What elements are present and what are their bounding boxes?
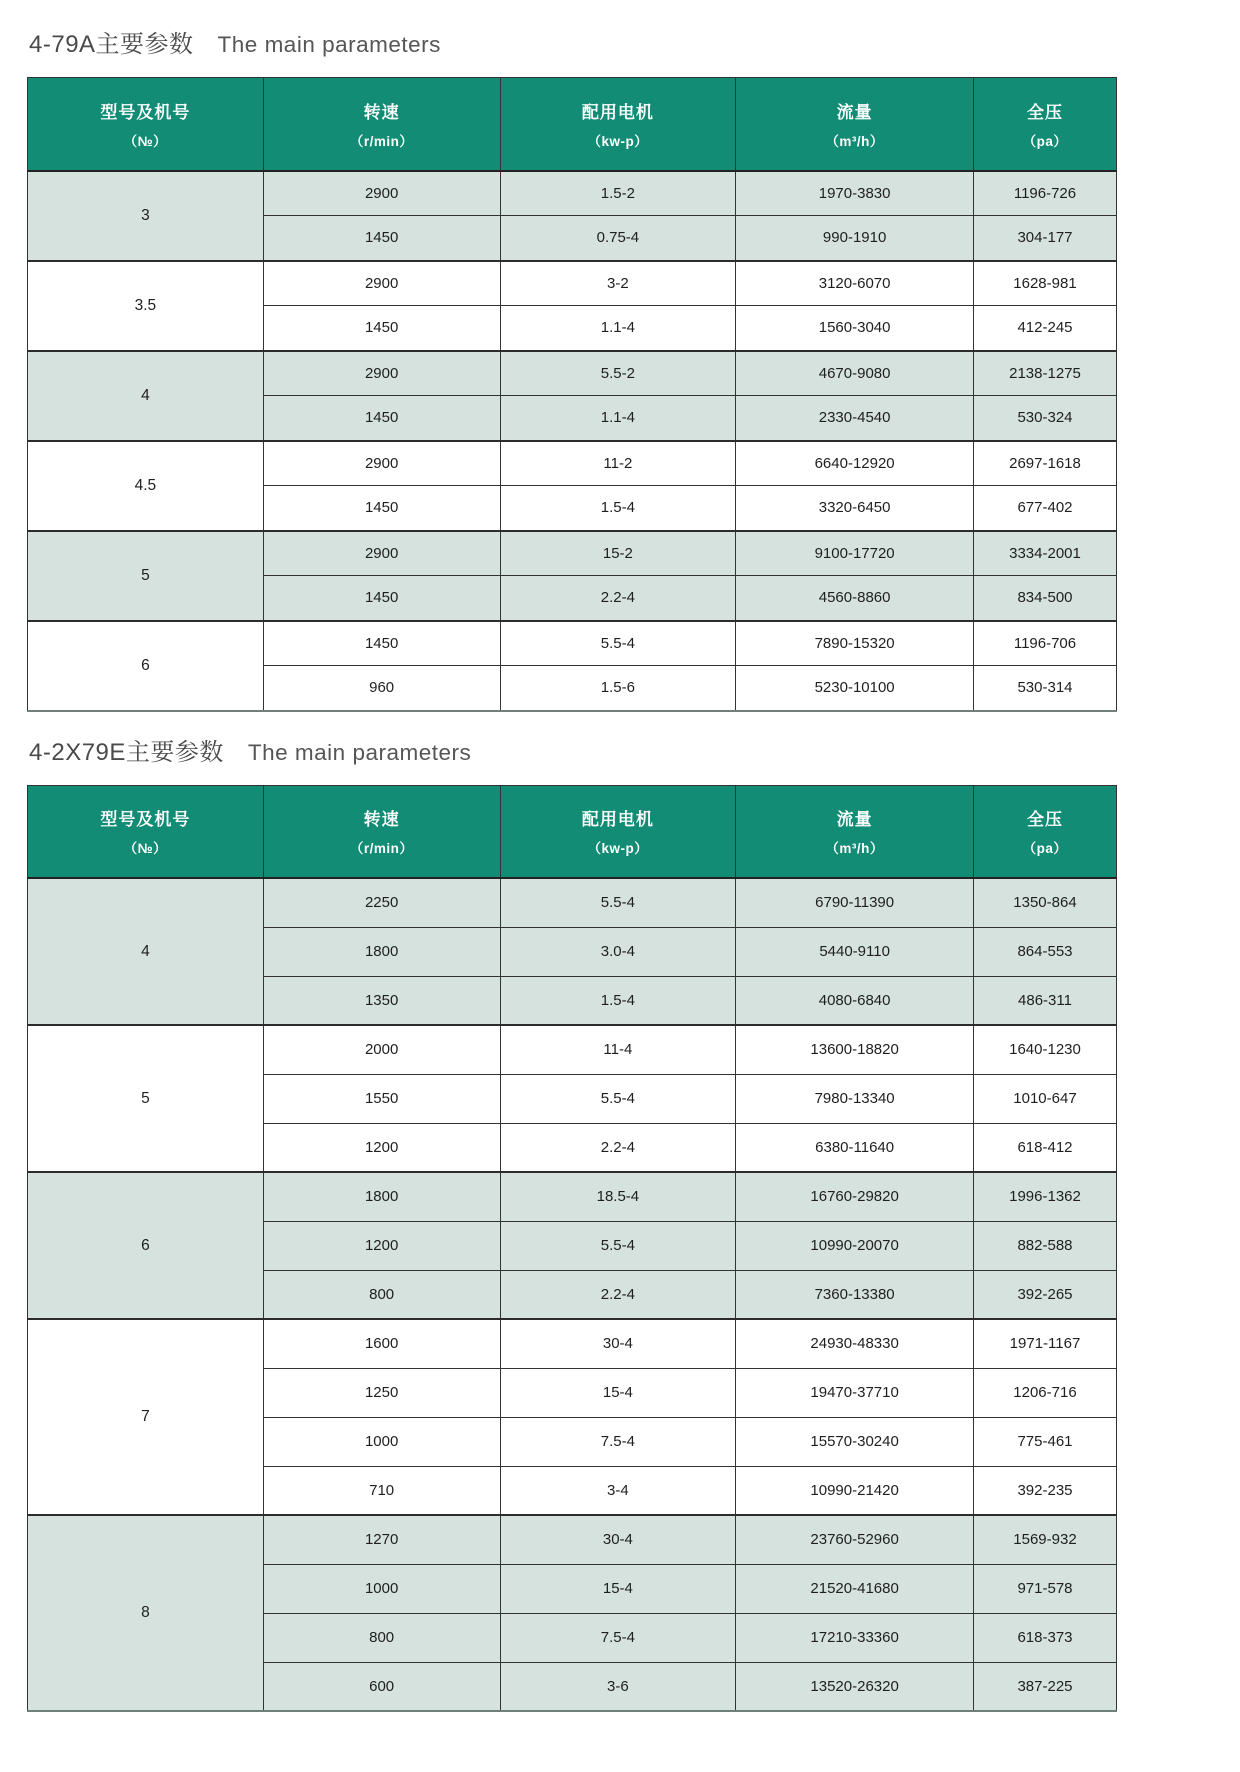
column-header-motor <box>500 785 736 878</box>
value-cell-pressure: 304-177 <box>973 216 1116 261</box>
column-header-label: 转速 <box>363 810 400 830</box>
column-header-unit: （m³/h） <box>825 133 884 149</box>
model-cell: 3.5 <box>28 261 264 351</box>
value-cell-pressure: 3334-2001 <box>973 531 1116 576</box>
column-header-flow <box>736 785 974 878</box>
section-4-79A <box>27 24 1240 712</box>
model-cell: 7 <box>28 1319 264 1515</box>
value-cell-flow: 6640-12920 <box>736 441 974 486</box>
value-cell-motor: 5.5-4 <box>500 878 736 927</box>
table-row <box>28 351 1117 396</box>
section-4-2X79E <box>27 732 1240 1713</box>
value-cell-pressure: 1196-726 <box>973 171 1116 216</box>
model-cell: 5 <box>28 531 264 621</box>
value-cell-pressure: 392-235 <box>973 1466 1116 1515</box>
model-cell: 6 <box>28 621 264 711</box>
value-cell-speed: 1250 <box>263 1368 500 1417</box>
value-cell-motor: 1.5-4 <box>500 486 736 531</box>
table-row <box>28 441 1117 486</box>
value-cell-pressure: 1010-647 <box>973 1074 1116 1123</box>
value-cell-flow: 21520-41680 <box>736 1564 974 1613</box>
model-cell: 8 <box>28 1515 264 1711</box>
column-header-label: 型号及机号 <box>100 102 191 122</box>
value-cell-flow: 3120-6070 <box>736 261 974 306</box>
value-cell-motor: 30-4 <box>500 1319 736 1368</box>
value-cell-flow: 17210-33360 <box>736 1613 974 1662</box>
value-cell-speed: 1450 <box>263 576 500 621</box>
value-cell-motor: 7.5-4 <box>500 1417 736 1466</box>
value-cell-speed: 1270 <box>263 1515 500 1564</box>
value-cell-speed: 2900 <box>263 171 500 216</box>
value-cell-speed: 800 <box>263 1270 500 1319</box>
column-header-label: 流量 <box>836 102 873 122</box>
value-cell-speed: 2900 <box>263 441 500 486</box>
value-cell-flow: 4560-8860 <box>736 576 974 621</box>
value-cell-flow: 1560-3040 <box>736 306 974 351</box>
value-cell-motor: 3-2 <box>500 261 736 306</box>
model-cell: 5 <box>28 1025 264 1172</box>
value-cell-motor: 15-2 <box>500 531 736 576</box>
column-header-motor <box>500 78 736 171</box>
value-cell-motor: 5.5-4 <box>500 1221 736 1270</box>
value-cell-pressure: 1971-1167 <box>973 1319 1116 1368</box>
column-header-unit: （pa） <box>1022 133 1068 149</box>
value-cell-motor: 5.5-4 <box>500 621 736 666</box>
value-cell-pressure: 392-265 <box>973 1270 1116 1319</box>
value-cell-motor: 5.5-2 <box>500 351 736 396</box>
value-cell-pressure: 1628-981 <box>973 261 1116 306</box>
table-row <box>28 171 1117 216</box>
value-cell-pressure: 2697-1618 <box>973 441 1116 486</box>
column-header-label: 型号及机号 <box>100 810 191 830</box>
value-cell-speed: 1000 <box>263 1564 500 1613</box>
value-cell-pressure: 618-412 <box>973 1123 1116 1172</box>
value-cell-motor: 1.1-4 <box>500 306 736 351</box>
column-header-unit: （pa） <box>1022 841 1068 857</box>
value-cell-speed: 1450 <box>263 306 500 351</box>
column-header-speed <box>263 78 500 171</box>
value-cell-speed: 1550 <box>263 1074 500 1123</box>
model-cell: 4.5 <box>28 441 264 531</box>
value-cell-speed: 1450 <box>263 216 500 261</box>
table-row <box>28 878 1117 927</box>
value-cell-pressure: 618-373 <box>973 1613 1116 1662</box>
value-cell-speed: 710 <box>263 1466 500 1515</box>
value-cell-flow: 24930-48330 <box>736 1319 974 1368</box>
value-cell-motor: 11-2 <box>500 441 736 486</box>
value-cell-flow: 4670-9080 <box>736 351 974 396</box>
value-cell-speed: 800 <box>263 1613 500 1662</box>
value-cell-flow: 15570-30240 <box>736 1417 974 1466</box>
value-cell-speed: 2900 <box>263 261 500 306</box>
value-cell-flow: 16760-29820 <box>736 1172 974 1221</box>
value-cell-flow: 1970-3830 <box>736 171 974 216</box>
value-cell-speed: 1600 <box>263 1319 500 1368</box>
column-header-label: 全压 <box>1026 102 1063 122</box>
value-cell-pressure: 1640-1230 <box>973 1025 1116 1074</box>
value-cell-flow: 3320-6450 <box>736 486 974 531</box>
value-cell-flow: 7890-15320 <box>736 621 974 666</box>
value-cell-pressure: 834-500 <box>973 576 1116 621</box>
column-header-label: 流量 <box>836 810 873 830</box>
table-row <box>28 1515 1117 1564</box>
section-title-en: The main parameters <box>247 739 472 765</box>
value-cell-motor: 1.5-6 <box>500 666 736 711</box>
value-cell-flow: 2330-4540 <box>736 396 974 441</box>
value-cell-pressure: 1196-706 <box>973 621 1116 666</box>
parameters-table-4-79A <box>27 77 1117 712</box>
value-cell-pressure: 864-553 <box>973 927 1116 976</box>
value-cell-pressure: 1569-932 <box>973 1515 1116 1564</box>
value-cell-pressure: 1350-864 <box>973 878 1116 927</box>
value-cell-pressure: 882-588 <box>973 1221 1116 1270</box>
parameters-table-4-2X79E <box>27 785 1117 1713</box>
value-cell-speed: 1200 <box>263 1221 500 1270</box>
value-cell-motor: 5.5-4 <box>500 1074 736 1123</box>
table-row <box>28 1319 1117 1368</box>
value-cell-pressure: 530-314 <box>973 666 1116 711</box>
value-cell-pressure: 387-225 <box>973 1662 1116 1711</box>
column-header-unit: （№） <box>123 133 168 149</box>
value-cell-pressure: 2138-1275 <box>973 351 1116 396</box>
value-cell-motor: 2.2-4 <box>500 1270 736 1319</box>
value-cell-flow: 13520-26320 <box>736 1662 974 1711</box>
value-cell-motor: 3.0-4 <box>500 927 736 976</box>
value-cell-flow: 990-1910 <box>736 216 974 261</box>
value-cell-motor: 7.5-4 <box>500 1613 736 1662</box>
value-cell-flow: 7980-13340 <box>736 1074 974 1123</box>
value-cell-pressure: 971-578 <box>973 1564 1116 1613</box>
value-cell-speed: 1800 <box>263 1172 500 1221</box>
table-row <box>28 621 1117 666</box>
value-cell-motor: 3-6 <box>500 1662 736 1711</box>
model-cell: 6 <box>28 1172 264 1319</box>
section-title-en: The main parameters <box>217 32 441 57</box>
column-header-label: 转速 <box>363 102 400 122</box>
section-title <box>29 732 1240 767</box>
value-cell-flow: 10990-20070 <box>736 1221 974 1270</box>
value-cell-flow: 4080-6840 <box>736 976 974 1025</box>
section-title <box>29 24 1240 59</box>
value-cell-flow: 9100-17720 <box>736 531 974 576</box>
value-cell-flow: 19470-37710 <box>736 1368 974 1417</box>
value-cell-flow: 5440-9110 <box>736 927 974 976</box>
column-header-flow <box>736 78 974 171</box>
section-title-zh: 4-79A主要参数 <box>29 31 194 58</box>
value-cell-motor: 11-4 <box>500 1025 736 1074</box>
value-cell-pressure: 486-311 <box>973 976 1116 1025</box>
value-cell-pressure: 530-324 <box>973 396 1116 441</box>
value-cell-flow: 23760-52960 <box>736 1515 974 1564</box>
table-row <box>28 1025 1117 1074</box>
value-cell-flow: 5230-10100 <box>736 666 974 711</box>
value-cell-speed: 1000 <box>263 1417 500 1466</box>
column-header-label: 配用电机 <box>581 102 654 122</box>
value-cell-motor: 30-4 <box>500 1515 736 1564</box>
value-cell-speed: 600 <box>263 1662 500 1711</box>
value-cell-speed: 2900 <box>263 531 500 576</box>
value-cell-speed: 960 <box>263 666 500 711</box>
column-header-unit: （m³/h） <box>825 841 884 857</box>
value-cell-speed: 1450 <box>263 396 500 441</box>
column-header-unit: （№） <box>123 841 168 857</box>
table-header-row <box>28 785 1117 878</box>
column-header-model <box>28 78 264 171</box>
column-header-unit: （kw-p） <box>587 133 649 149</box>
column-header-pressure <box>973 78 1116 171</box>
column-header-unit: （r/min） <box>349 841 414 857</box>
value-cell-speed: 1800 <box>263 927 500 976</box>
table-header-row <box>28 78 1117 171</box>
column-header-unit: （r/min） <box>349 133 414 149</box>
table-row <box>28 531 1117 576</box>
value-cell-pressure: 677-402 <box>973 486 1116 531</box>
value-cell-speed: 1450 <box>263 621 500 666</box>
column-header-model <box>28 785 264 878</box>
value-cell-motor: 15-4 <box>500 1368 736 1417</box>
value-cell-motor: 1.5-4 <box>500 976 736 1025</box>
value-cell-pressure: 412-245 <box>973 306 1116 351</box>
value-cell-flow: 6790-11390 <box>736 878 974 927</box>
value-cell-flow: 10990-21420 <box>736 1466 974 1515</box>
value-cell-flow: 13600-18820 <box>736 1025 974 1074</box>
column-header-label: 全压 <box>1026 810 1063 830</box>
value-cell-motor: 1.5-2 <box>500 171 736 216</box>
column-header-speed <box>263 785 500 878</box>
value-cell-motor: 2.2-4 <box>500 1123 736 1172</box>
value-cell-speed: 2250 <box>263 878 500 927</box>
value-cell-motor: 15-4 <box>500 1564 736 1613</box>
model-cell: 4 <box>28 878 264 1025</box>
value-cell-speed: 1350 <box>263 976 500 1025</box>
value-cell-motor: 1.1-4 <box>500 396 736 441</box>
value-cell-pressure: 1996-1362 <box>973 1172 1116 1221</box>
value-cell-motor: 18.5-4 <box>500 1172 736 1221</box>
column-header-pressure <box>973 785 1116 878</box>
model-cell: 4 <box>28 351 264 441</box>
column-header-unit: （kw-p） <box>587 841 649 857</box>
value-cell-speed: 2900 <box>263 351 500 396</box>
table-row <box>28 261 1117 306</box>
value-cell-speed: 1200 <box>263 1123 500 1172</box>
section-title-zh: 4-2X79E主要参数 <box>29 738 224 766</box>
value-cell-pressure: 1206-716 <box>973 1368 1116 1417</box>
value-cell-speed: 2000 <box>263 1025 500 1074</box>
value-cell-flow: 7360-13380 <box>736 1270 974 1319</box>
table-row <box>28 1172 1117 1221</box>
value-cell-motor: 3-4 <box>500 1466 736 1515</box>
column-header-label: 配用电机 <box>581 810 654 830</box>
model-cell: 3 <box>28 171 264 261</box>
value-cell-speed: 1450 <box>263 486 500 531</box>
value-cell-motor: 0.75-4 <box>500 216 736 261</box>
value-cell-motor: 2.2-4 <box>500 576 736 621</box>
value-cell-pressure: 775-461 <box>973 1417 1116 1466</box>
value-cell-flow: 6380-11640 <box>736 1123 974 1172</box>
